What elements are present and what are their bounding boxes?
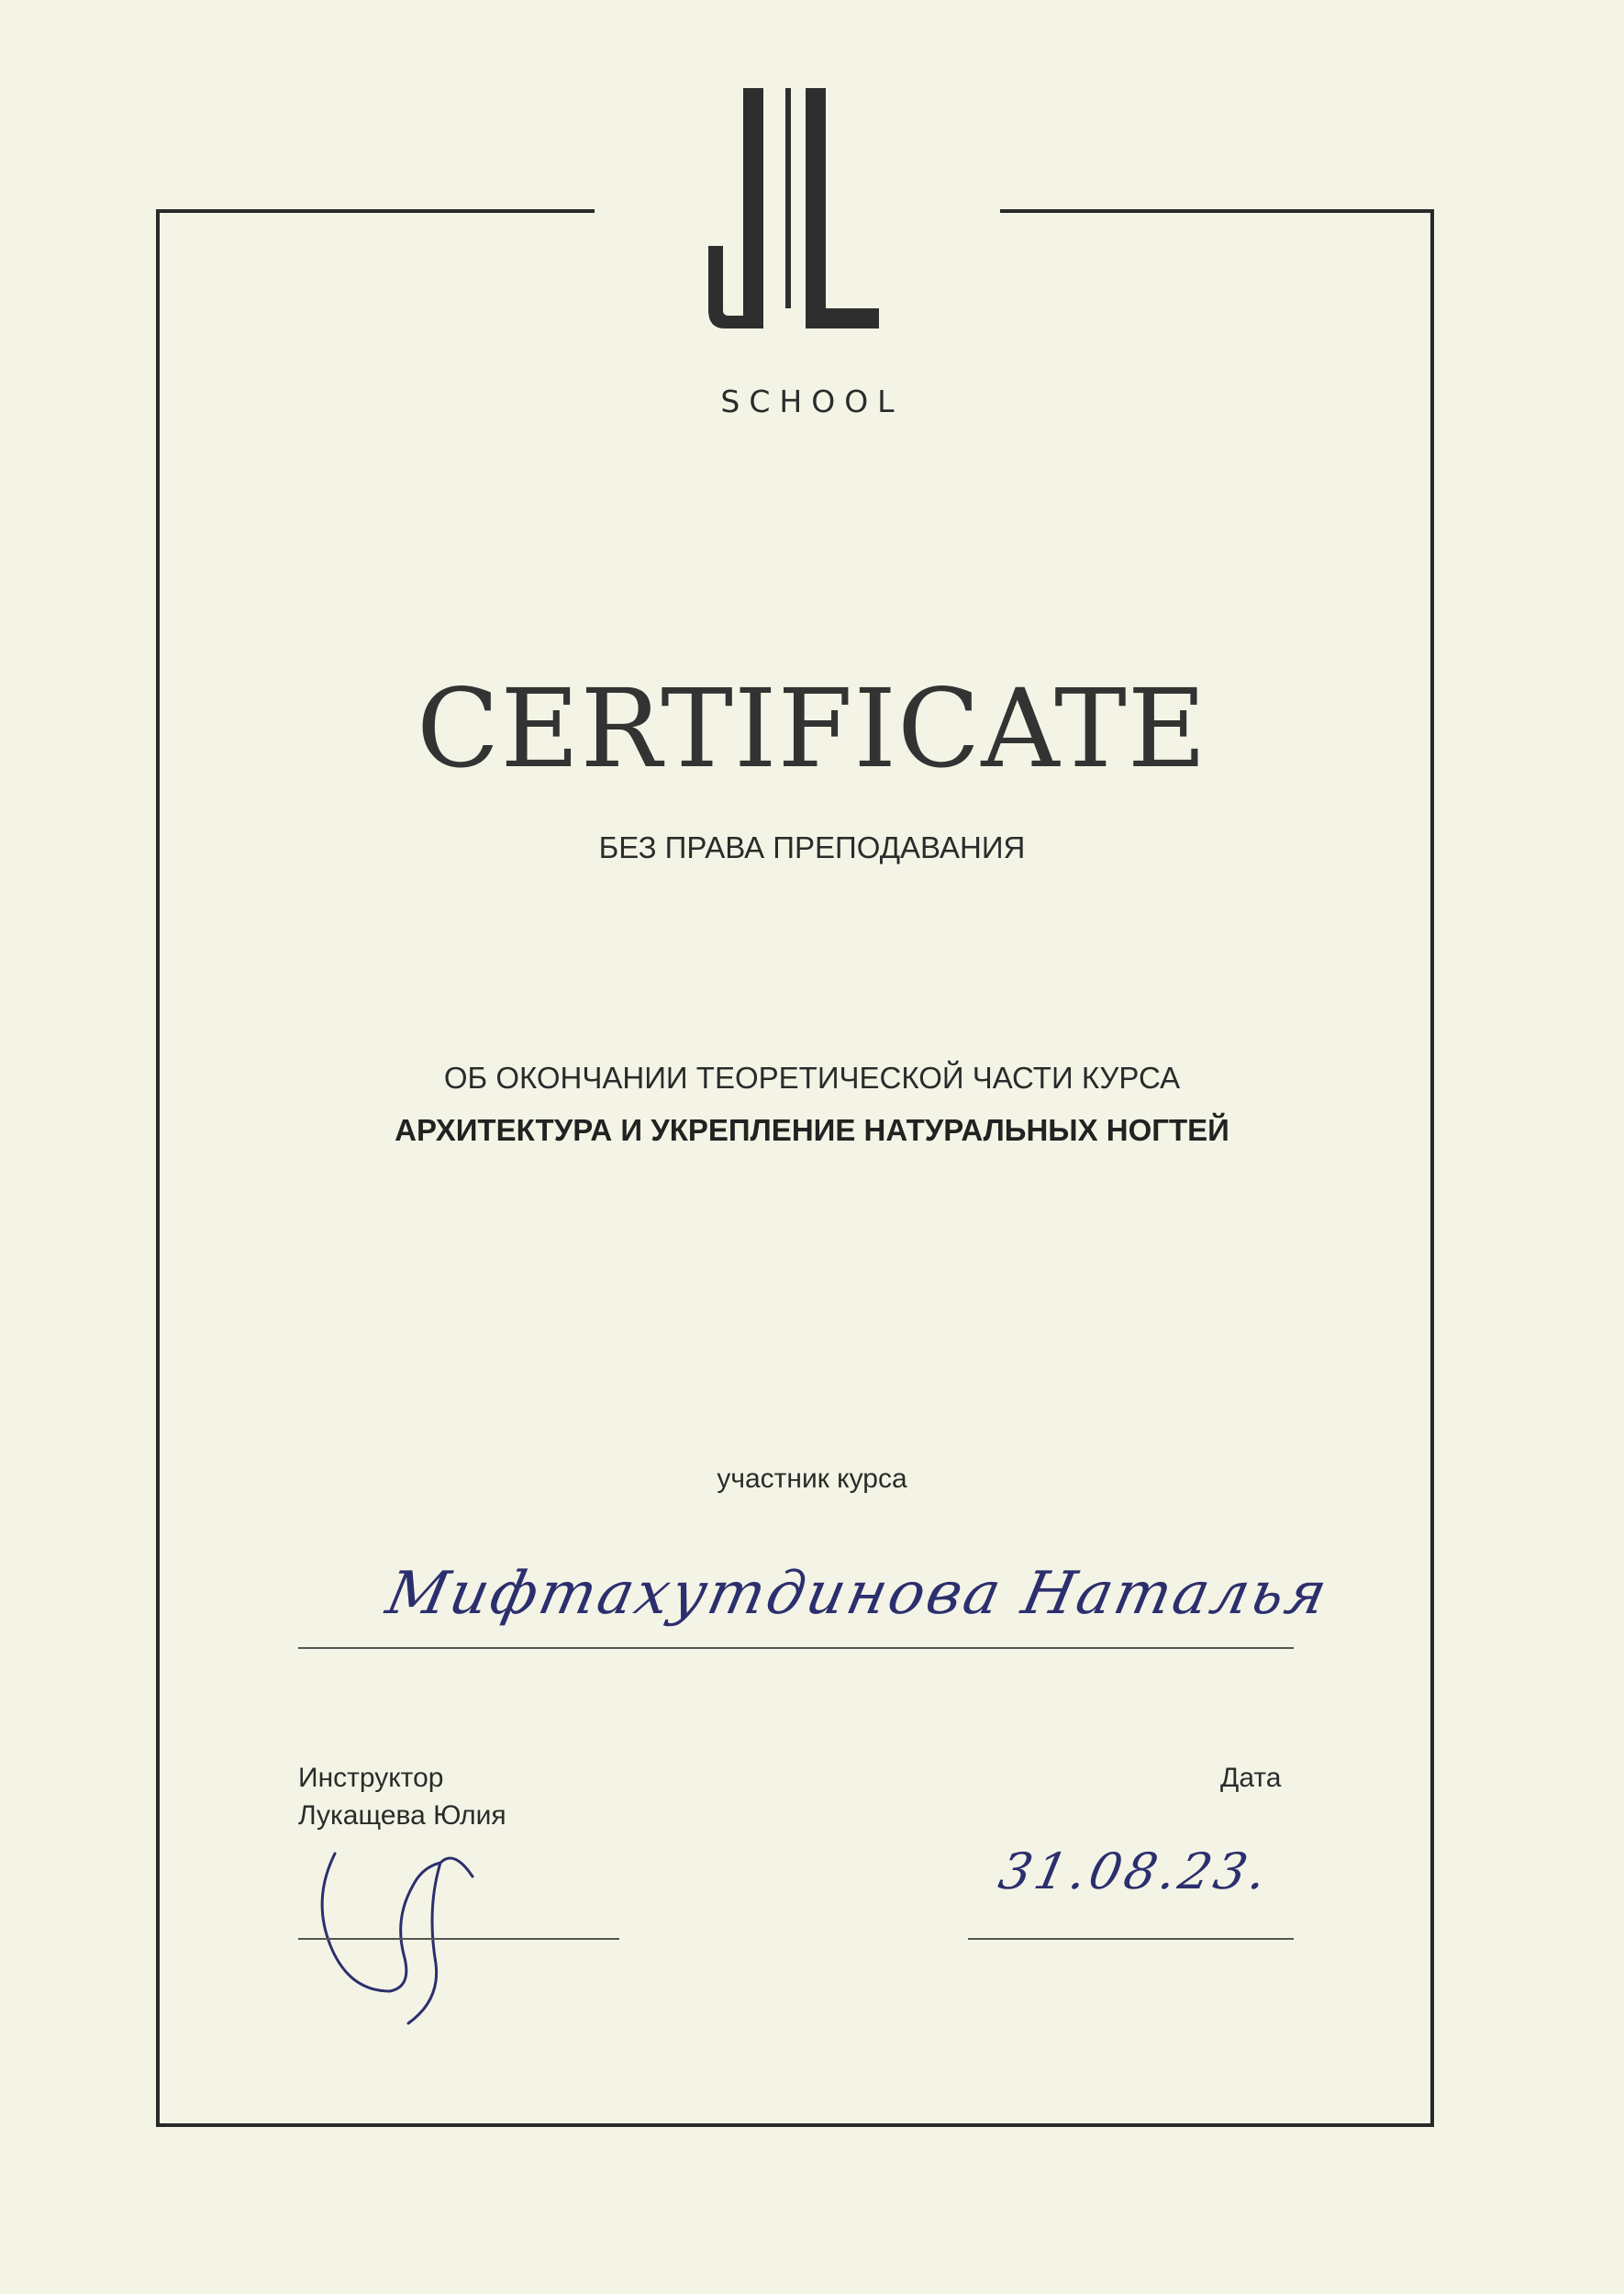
participant-label: участник курса: [717, 1464, 907, 1494]
school-wordmark: SCHOOL: [720, 384, 904, 419]
frame-bottom: [156, 2123, 1434, 2127]
certificate-title: CERTIFICATE: [417, 665, 1207, 792]
date-value: 31.08.23.: [994, 1843, 1276, 1900]
frame-right: [1430, 209, 1434, 2127]
school-logo: [697, 81, 890, 356]
course-name: АРХИТЕКТУРА И УКРЕПЛЕНИЕ НАТУРАЛЬНЫХ НОГТЕЙ: [395, 1113, 1229, 1147]
participant-name: Мифтахутдинова Наталья: [380, 1560, 1336, 1628]
certificate-subtitle: БЕЗ ПРАВА ПРЕПОДАВАНИЯ: [598, 830, 1026, 864]
instructor-name: Лукащева Юлия: [298, 1799, 506, 1831]
frame-left: [156, 209, 160, 2127]
participant-underline: [298, 1647, 1294, 1649]
course-intro: ОБ ОКОНЧАНИИ ТЕОРЕТИЧЕСКОЙ ЧАСТИ КУРСА: [443, 1061, 1181, 1095]
instructor-underline: [298, 1938, 619, 1940]
instructor-signature: [303, 1798, 541, 2028]
date-underline: [968, 1938, 1294, 1940]
date-label: Дата: [1220, 1763, 1282, 1793]
frame-top-left: [156, 209, 595, 213]
instructor-label: Инструктор: [298, 1763, 444, 1793]
frame-top-right: [1000, 209, 1434, 213]
